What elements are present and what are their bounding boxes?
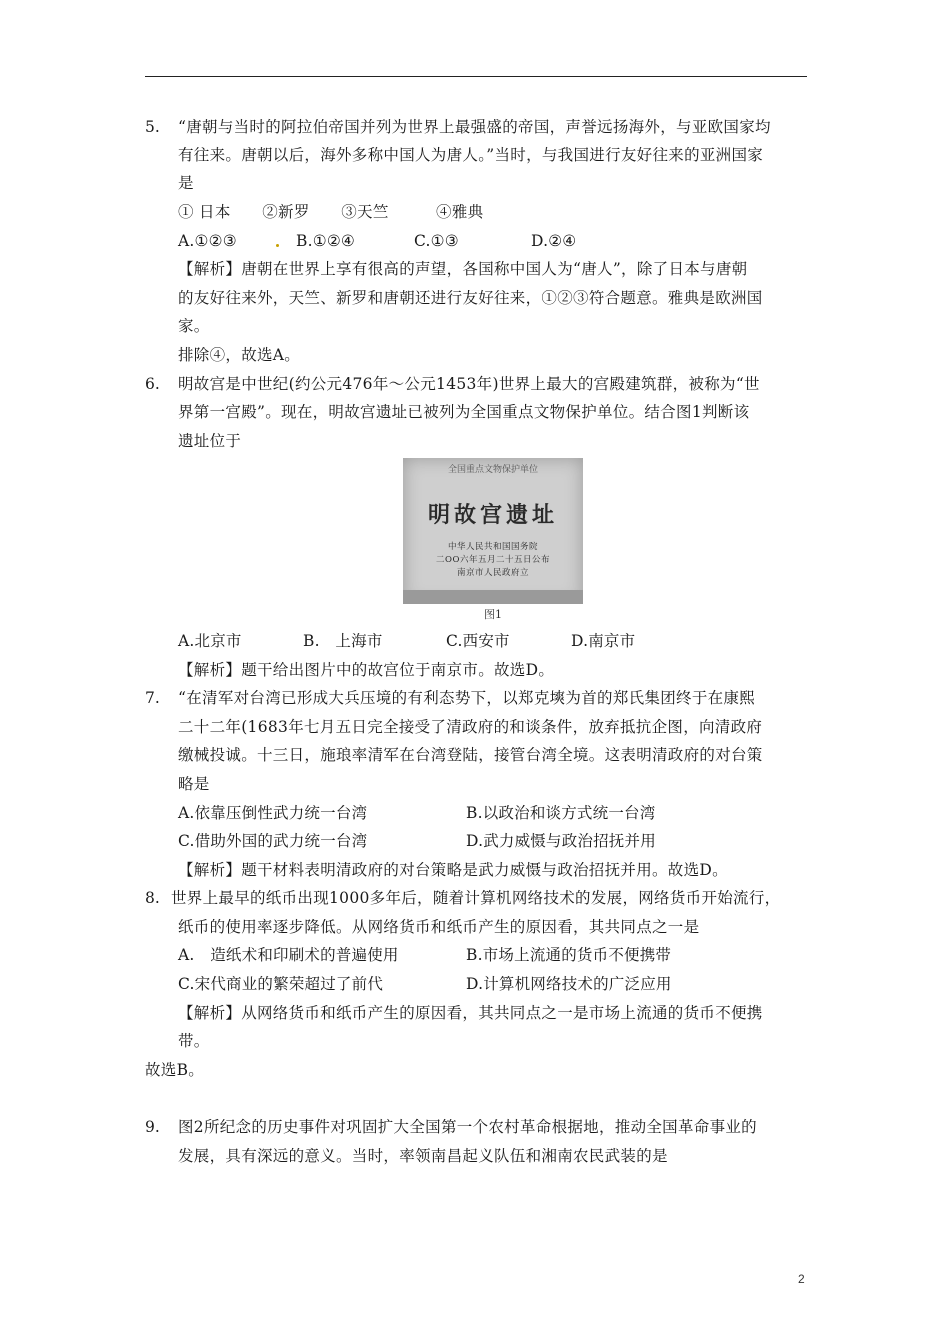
question-stem-line: 遗址位于	[178, 432, 242, 450]
plaque-line: 中华人民共和国国务院	[447, 542, 538, 552]
plaque-base	[403, 590, 583, 604]
question-stem-line: 纸币的使用率逐步降低。从网络货币和纸币产生的原因看，其共同点之一是	[178, 918, 700, 936]
conclusion-line: 故选B。	[145, 1061, 205, 1079]
option-d: D.武力威慑与政治招抚并用	[466, 832, 656, 850]
option-a: A.依靠压倒性武力统一台湾	[178, 804, 368, 822]
stone-plaque-image	[403, 458, 583, 604]
question-stem-line: 发展，具有深远的意义。当时，率领南昌起义队伍和湘南农民武装的是	[178, 1147, 668, 1165]
analysis-line: 【解析】从网络货币和纸币产生的原因看，其共同点之一是市场上流通的货币不便携	[178, 1004, 763, 1022]
question-items: ① 日本 ②新罗 ③天竺 ④雅典	[178, 203, 484, 221]
question-stem-line: 界第一宫殿”。现在，明故宫遗址已被列为全国重点文物保护单位。结合图1判断该	[178, 403, 750, 421]
ink-dot	[276, 244, 279, 247]
plaque-line: 二ΟΟ六年五月二十五日公布	[436, 555, 550, 565]
page-number: 2	[798, 1272, 805, 1286]
question-stem-line: 是	[178, 174, 194, 192]
question-stem-line: 明故宫是中世纪(约公元476年～公元1453年)世界上最大的宫殿建筑群，被称为“世	[178, 375, 760, 393]
option-c: C.借助外国的武力统一台湾	[178, 832, 368, 850]
figure-1-plaque	[403, 458, 583, 626]
option-b: B.①②④	[296, 232, 356, 250]
analysis-line: 家。	[178, 317, 210, 335]
analysis-line: 【解析】唐朝在世界上享有很高的声望，各国称中国人为“唐人”，除了日本与唐朝	[178, 260, 748, 278]
analysis-line: 的友好往来外，天竺、新罗和唐朝还进行友好往来，①②③符合题意。雅典是欧洲国	[178, 289, 763, 307]
question-number: 9.	[145, 1118, 160, 1136]
question-stem-line: “唐朝与当时的阿拉伯帝国并列为世界上最强盛的帝国，声誉远扬海外，与亚欧国家均	[178, 118, 771, 136]
analysis-line: 带。	[178, 1032, 210, 1050]
option-a: A.北京市	[178, 632, 242, 650]
option-a: A.①②③	[178, 232, 237, 250]
option-c: C.西安市	[446, 632, 510, 650]
header-rule	[145, 76, 807, 77]
question-number: 6.	[145, 375, 160, 393]
question-stem-line: 缴械投诚。十三日，施琅率清军在台湾登陆，接管台湾全境。这表明清政府的对台策	[178, 746, 763, 764]
analysis-line: 【解析】题干给出图片中的故宫位于南京市。故选D。	[178, 661, 555, 679]
question-number: 8.	[145, 889, 160, 907]
option-c: C.宋代商业的繁荣超过了前代	[178, 975, 384, 993]
question-number: 5.	[145, 118, 160, 136]
question-number: 7.	[145, 689, 160, 707]
option-d: D.②④	[531, 232, 577, 250]
option-d: D.计算机网络技术的广泛应用	[466, 975, 672, 993]
figure-caption: 图1	[484, 608, 502, 621]
question-stem-line: 二十二年(1683年七月五日完全接受了清政府的和谈条件，放弃抵抗企图，向清政府	[178, 718, 763, 736]
question-stem-line: 世界上最早的纸币出现1000多年后，随着计算机网络技术的发展，网络货币开始流行，	[171, 889, 781, 907]
plaque-line: 南京市人民政府立	[456, 568, 529, 578]
option-c: C.①③	[414, 232, 459, 250]
question-stem-line: 略是	[178, 775, 210, 793]
option-b: B. 上海市	[303, 632, 383, 650]
question-stem-line: “在清军对台湾已形成大兵压境的有利态势下，以郑克塽为首的郑氏集团终于在康熙	[178, 689, 756, 707]
option-b: B.以政治和谈方式统一台湾	[466, 804, 656, 822]
option-d: D.南京市	[571, 632, 636, 650]
analysis-line: 【解析】题干材料表明清政府的对台策略是武力威慑与政治招抚并用。故选D。	[178, 861, 728, 879]
question-stem-line: 有往来。唐朝以后，海外多称中国人为唐人。”当时，与我国进行友好往来的亚洲国家	[178, 146, 764, 164]
plaque-title: 明故宫遗址	[427, 502, 558, 528]
analysis-line: 排除④，故选A。	[178, 346, 301, 364]
question-stem-line: 图2所纪念的历史事件对巩固扩大全国第一个农村革命根据地，推动全国革命事业的	[178, 1118, 757, 1136]
option-a: A. 造纸术和印刷术的普遍使用	[178, 946, 399, 964]
option-b: B.市场上流通的货币不便携带	[466, 946, 672, 964]
plaque-header-text: 全国重点文物保护单位	[447, 465, 538, 475]
